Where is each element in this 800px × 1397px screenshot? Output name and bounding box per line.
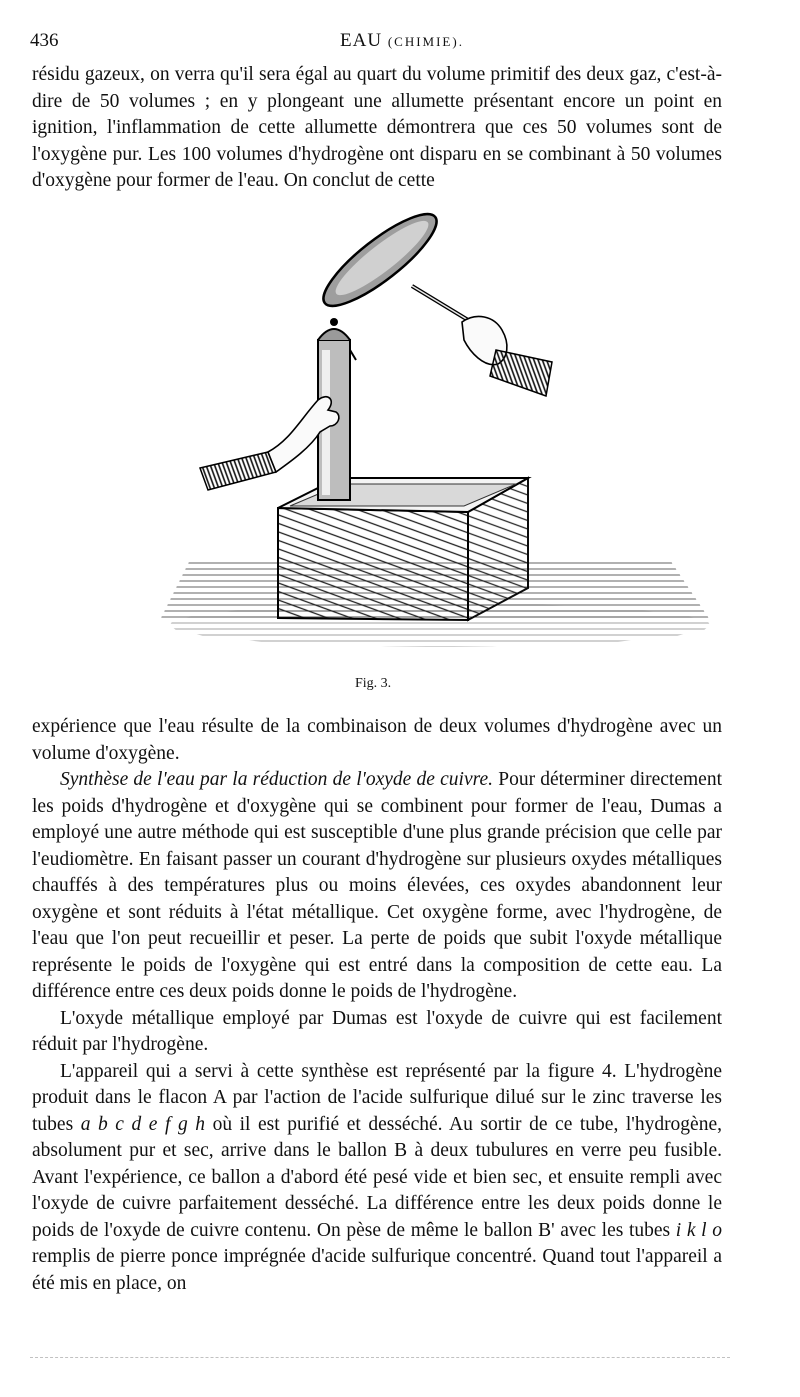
running-title-sub: (CHIMIE). (387, 34, 464, 49)
tube-letters-2: i k l o (675, 1219, 722, 1241)
synthese-paragraph (32, 767, 722, 1006)
appareil-text-3: remplis de pierre ponce imprégnée d'acide sulfurique concentré. Quand tout l'appareil a été mis en place, on (32, 1246, 722, 1294)
appareil-paragraph (32, 1059, 722, 1298)
synthese-text: Pour déterminer directement les poids d'hydrogène et d'oxygène qui se combinent pour former de l'eau, Dumas a employé une autre méthode qui est susceptible d'une plus grande précision que celle par l'eudiomètre. En faisant passer un courant d'hydrogène sur plusieurs oxydes métalliques chauffés à des températures plus ou moins élevées, ces oxydes abandonnent leur oxygène et sont réduits à l'état métallique. Cet oxygène forme, avec l'hydrogène, de l'eau que l'on peut recueillir et peser. La perte de poids que subit l'oxyde métallique représente le poids de l'oxygène qui est entré dans la composition de cette eau. La différence entre ces deux poids donne le poids de l'hydrogène. (32, 769, 722, 1002)
body-text (32, 714, 722, 1297)
oxyde-paragraph: L'oxyde métallique employé par Dumas est l'oxyde de cuivre qui est facilement réduit par l'hydrogène. (32, 1007, 722, 1055)
tube-letters-1: a b c d e f g h (80, 1113, 206, 1135)
page-number: 436 (30, 30, 59, 51)
page-header (30, 30, 730, 56)
appareil-text-1: L'appareil qui a servi à cette synthèse est représenté par la figure 4. L'hydrogène produit dans le flacon A par l'action de l'acide sulfurique dilué sur le zinc traverse les tubes (32, 1060, 722, 1135)
running-title (340, 30, 464, 52)
right-hand (462, 316, 552, 396)
after-figure-paragraph: expérience que l'eau résulte de la combinaison de deux volumes d'hydrogène avec un volume d'oxygène. (32, 716, 722, 764)
synthese-heading: Synthèse de l'eau par la réduction de l'oxyde de cuivre. (60, 769, 494, 790)
figure-illustration (150, 200, 730, 670)
running-title-main: EAU (340, 30, 383, 51)
figure-caption: Fig. 3. (355, 676, 392, 691)
appareil-text-2: où il est purifié et desséché. Au sortir de ce tube, l'hydrogène, absolument pur et sec, arrive dans le ballon B à deux tubulures en verre peu fusible. Avant l'expérience, ce ballon a d'abord été pesé vide et bien sec, et ensuite rempli avec l'oxyde de cuivre parfaitement desséché. La différence entre les deux poids donne le poids de l'oxyde de cuivre contenu. On pèse de même le ballon B' avec les tubes (32, 1113, 722, 1241)
electrophore-disc (313, 201, 468, 320)
top-paragraph-block (32, 62, 722, 195)
top-paragraph: résidu gazeux, on verra qu'il sera égal au quart du volume primitif des deux gaz, c'est-à-dire de 50 volumes ; en y plongeant une allumette présentant encore un point en ignition, l'inflammation de cette allumette démontrera que ces 50 volumes sont de l'oxygène pur. Les 100 volumes d'hydrogène ont disparu en se combinant à 50 volumes d'oxygène pour former de l'eau. On conclut de cette (32, 64, 722, 191)
footer-rule (30, 1357, 730, 1360)
wooden-basin (278, 478, 528, 620)
